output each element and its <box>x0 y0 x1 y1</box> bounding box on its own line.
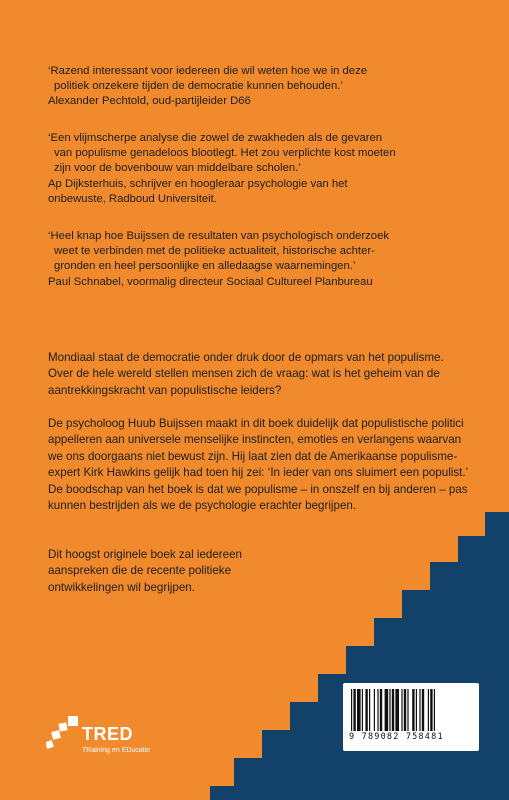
barcode-bar <box>377 689 378 731</box>
barcode-bar <box>374 689 375 731</box>
barcode-bar <box>389 689 390 731</box>
quote-text: weet te verbinden met de politieke actualiteit, historische achter- <box>54 245 375 258</box>
barcode-bar <box>380 689 382 731</box>
barcode-bar <box>407 689 408 731</box>
blurb-paragraph-2: De psycholoog Huub Buijssen maakt in dit boek duidelijk dat populistische politici appelleren aan universele menselijke instincten, emoties en verlangens waarvan we ons doorgaans niet bewust zijn. Hij laat zien dat de Amerikaanse populisme-expert Kirk Hawkins gelijk had toen hij zei: ‘In ieder van ons sluimert een populist.’ De boodschap van het boek is dat we populisme – in onszelf en bij anderen – pas kunnen bestrijden als we de psychologie erachter begrijpen. <box>48 417 468 513</box>
barcode-bar <box>422 689 424 731</box>
barcode-bar <box>416 689 417 731</box>
barcode-bar <box>385 689 389 731</box>
blurb-paragraph-3: Dit hoogst originele boek zal iedereen aanspreken die de recente politieke ontwikkelingen wil begrijpen. <box>48 548 242 594</box>
quote-pechtold <box>48 64 468 110</box>
quote-text: ‘Razend interessant voor iedereen die wil weten hoe we in deze <box>48 65 368 77</box>
barcode-bar <box>419 689 420 731</box>
quote-text: politiek onzekere tijden de democratie kunnen behouden.’ <box>54 80 343 93</box>
barcode-bar <box>412 689 414 731</box>
barcode-bar <box>428 689 429 731</box>
barcode-bar <box>401 689 402 731</box>
barcode-bar <box>430 689 432 731</box>
quote-text: ‘Een vlijmscherpe analyse die zowel de zwakheden als de gevaren <box>48 132 383 144</box>
barcode-bar <box>365 689 367 731</box>
barcode-bar <box>362 689 363 731</box>
quote-author: Ap Dijksterhuis, schrijver en hoogleraar psychologie van het <box>48 177 348 190</box>
quote-dijksterhuis <box>48 131 468 207</box>
barcode-bar <box>369 689 370 731</box>
quote-schnabel <box>48 229 468 290</box>
barcode-bar <box>353 689 355 731</box>
quote-text: van populisme genadeloos blootlegt. Het zou verplichte kost moeten <box>54 147 396 160</box>
barcode <box>343 683 479 751</box>
quote-author: Alexander Pechtold, oud-partijleider D66 <box>48 95 251 108</box>
blurb-paragraph-1: Mondiaal staat de democratie onder druk door de opmars van het populisme. Over de hele wereld stellen mensen zich de vraag: wat is het geheim van de aantrekkingskracht van populistische leiders? <box>48 351 444 397</box>
publisher-tagline: TRaining en EDucatie <box>82 747 151 754</box>
quote-author: onbewuste, Radboud Universiteit. <box>48 192 217 205</box>
quote-text: gronden en heel persoonlijke en alledaagse waarnemingen.’ <box>54 260 356 273</box>
barcode-bar <box>351 689 352 731</box>
barcode-bar <box>392 689 394 731</box>
barcode-bar <box>395 689 399 731</box>
isbn-number: 9 789082 758481 <box>349 732 444 742</box>
barcode-bar <box>434 689 435 731</box>
quote-text: zijn voor de bovenbouw van middelbare scholen.’ <box>54 162 301 175</box>
barcode-bars <box>349 689 473 731</box>
quote-author: Paul Schnabel, voormalig directeur Sociaal Cultureel Planbureau <box>48 275 373 288</box>
barcode-bar <box>404 689 406 731</box>
stacked-squares-icon <box>46 716 80 757</box>
publisher-name: TRED <box>82 724 133 744</box>
barcode-bar <box>357 689 361 731</box>
quote-text: ‘Heel knap hoe Buijssen de resultaten van psychologisch onderzoek <box>48 230 390 242</box>
